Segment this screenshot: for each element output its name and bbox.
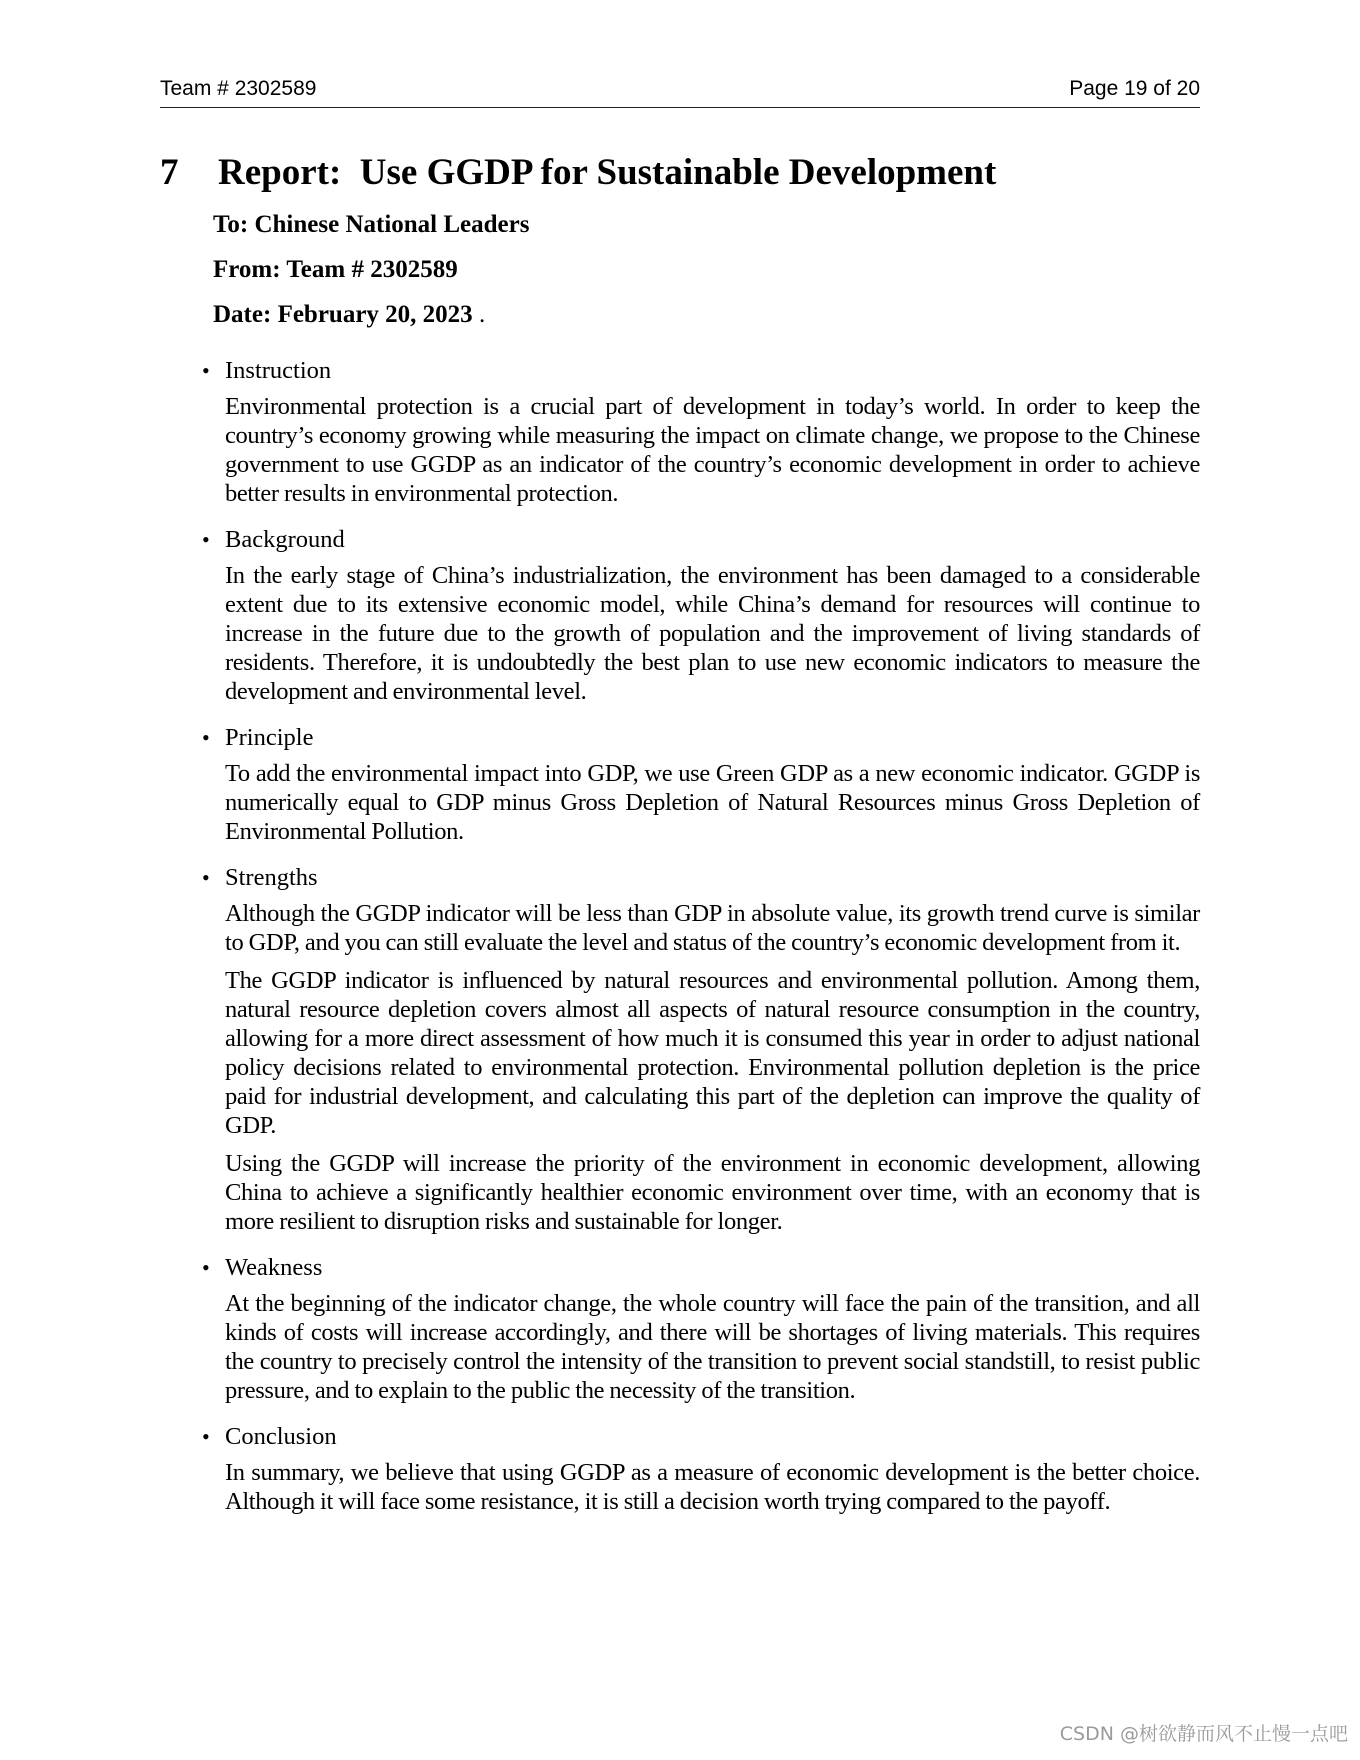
item-heading: Strengths xyxy=(225,864,318,891)
memo-from-label: From: xyxy=(213,256,281,283)
item-heading: Weakness xyxy=(225,1254,323,1281)
bullet-icon: • xyxy=(202,1424,210,1449)
report-item-instruction xyxy=(200,353,1200,508)
item-paragraph: Using the GGDP will increase the priority of the environment in economic development, allowing China to achieve a significantly healthier economic environment over time, with an economy that is more resilient to disruption risks and sustainable for longer. xyxy=(225,1150,1200,1235)
bullet-icon: • xyxy=(202,527,210,552)
section-title-text: Report: Use GGDP for Sustainable Development xyxy=(218,152,997,193)
item-heading: Background xyxy=(225,526,345,553)
section-title xyxy=(160,150,996,196)
item-paragraph: Environmental protection is a crucial part of development in today’s world. In order to keep the country’s economy growing while measuring the impact on climate change, we propose to the Chinese government to use GGDP as an indicator of the country’s economic development in order to achieve better results in environmental protection. xyxy=(225,393,1200,507)
memo-to-label: To: xyxy=(213,211,249,238)
bullet-icon: • xyxy=(202,1255,210,1280)
item-paragraph: In the early stage of China’s industrialization, the environment has been damaged to a considerable extent due to its extensive economic model, while China’s demand for resources will continue to increase in the future due to the growth of population and the improvement of living standards of residents. Therefore, it is undoubtedly the best plan to use new economic indicators to measure the development and environmental level. xyxy=(225,562,1200,705)
item-paragraph: To add the environmental impact into GDP, we use Green GDP as a new economic indicator. GGDP is numerically equal to GDP minus Gross Depletion of Natural Resources minus Gross Depletion of Environmental Pollution. xyxy=(225,760,1200,845)
item-paragraph: The GGDP indicator is influenced by natural resources and environmental pollution. Among them, natural resource depletion covers almost all aspects of natural resource consumption in the country, allowing for a more direct assessment of how much it is consumed this year in order to adjust national policy decisions related to environmental protection. Environmental pollution depletion is the price paid for industrial development, and calculating this part of the depletion can improve the quality of GDP. xyxy=(225,967,1200,1139)
memo-to-value: Chinese National Leaders xyxy=(254,211,530,238)
bullet-icon: • xyxy=(202,358,210,383)
memo-block xyxy=(213,207,529,342)
memo-to xyxy=(213,207,529,252)
memo-from-value: Team # 2302589 xyxy=(286,256,458,283)
item-paragraph: At the beginning of the indicator change, the whole country will face the pain of the transition, and all kinds of costs will increase accordingly, and there will be shortages of living materials. This requires the country to precisely control the intensity of the transition to prevent social standstill, to resist public pressure, and to explain to the public the necessity of the transition. xyxy=(225,1290,1200,1404)
bullet-icon: • xyxy=(202,725,210,750)
report-item-background xyxy=(200,522,1200,706)
memo-date-value: February 20, 2023 xyxy=(277,301,473,328)
memo-date-trailing: . xyxy=(472,301,486,328)
memo-date xyxy=(213,297,529,342)
report-item-principle xyxy=(200,720,1200,846)
bullet-icon: • xyxy=(202,865,210,890)
memo-from xyxy=(213,252,529,297)
item-heading: Instruction xyxy=(225,357,332,384)
report-item-weakness xyxy=(200,1250,1200,1405)
header-team-number: Team # 2302589 xyxy=(160,77,317,100)
csdn-watermark: CSDN @树欲静而风不止慢一点吧 xyxy=(1059,1723,1348,1745)
item-heading: Conclusion xyxy=(225,1423,337,1450)
section-number: 7 xyxy=(160,152,179,193)
item-paragraph: In summary, we believe that using GGDP as a measure of economic development is the better choice. Although it will face some resistance, it is still a decision worth trying compared to the payoff. xyxy=(225,1459,1200,1515)
memo-date-label: Date: xyxy=(213,301,272,328)
item-heading: Principle xyxy=(225,724,314,751)
report-item-conclusion xyxy=(200,1419,1200,1516)
report-item-strengths xyxy=(200,860,1200,1236)
running-header xyxy=(160,76,1200,108)
report-body xyxy=(200,353,1200,1530)
item-paragraph: Although the GGDP indicator will be less than GDP in absolute value, its growth trend curve is similar to GDP, and you can still evaluate the level and status of the country’s economic development from it. xyxy=(225,900,1200,956)
header-page-number: Page 19 of 20 xyxy=(1069,77,1200,100)
